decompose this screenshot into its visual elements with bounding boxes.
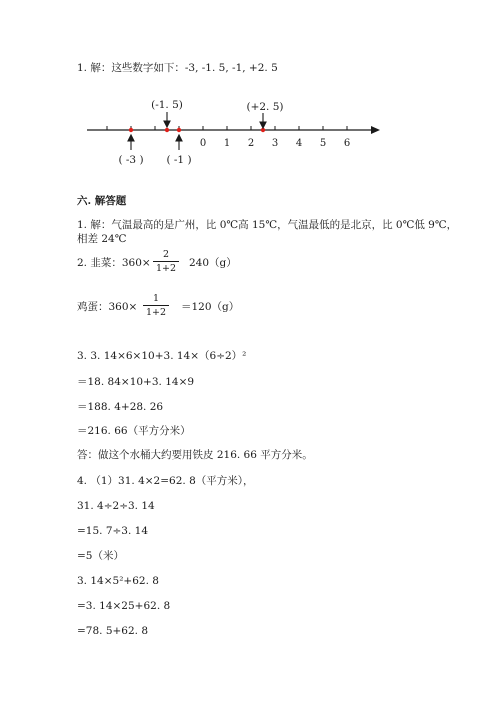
answer-2-result: 240（g）	[189, 257, 237, 269]
number-line-figure	[0, 0, 500, 180]
answer-1-line-1: 1. 解：气温最高的是广州，比 0℃高 15℃，气温最低的是北京，比 0℃低 9℃，	[77, 219, 458, 231]
fraction-1-over-3	[141, 293, 171, 318]
answer-4-line-6: =3. 14×25+62. 8	[77, 600, 171, 612]
answer-3-conclusion: 答：做这个水桶大约要用铁皮 216. 66 平方分米。	[77, 449, 313, 461]
answer-4-line-7: =78. 5+62. 8	[77, 625, 149, 637]
answer-4-line-4: =5（米）	[77, 550, 124, 562]
fraction-bar	[153, 261, 179, 262]
egg-label: 鸡蛋：360×	[77, 301, 138, 313]
tick-label-5: 5	[319, 138, 327, 149]
answer-1-line-2: 相差 24℃	[77, 233, 127, 245]
label-pos2-5: (+2. 5)	[246, 101, 284, 113]
label-neg1-5: (-1. 5)	[151, 99, 183, 111]
fraction-bar	[143, 305, 169, 306]
answer-3-line-2: ＝18. 84×10+3. 14×9	[77, 376, 195, 388]
tick-label-3: 3	[271, 138, 279, 149]
tick-label-1: 1	[223, 138, 231, 149]
axis-arrowhead	[371, 126, 380, 134]
point-neg1-5	[165, 128, 169, 132]
answer-3-line-4: ＝216. 66（平方分米）	[77, 425, 191, 437]
tick-label-0: 0	[199, 138, 207, 149]
label-neg3: ( -3 )	[118, 154, 144, 166]
answer-3-line-3: ＝188. 4+28. 26	[77, 401, 164, 413]
answer-3-line-1: 3. 3. 14×6×10+3. 14×（6÷2）²	[77, 350, 247, 362]
fraction-numerator: 1	[152, 293, 160, 304]
section-heading: 六. 解答题	[77, 195, 127, 207]
tick-label-2: 2	[247, 138, 255, 149]
point-neg1	[177, 128, 181, 132]
tick-label-6: 6	[343, 138, 351, 149]
fraction-denominator: 1+2	[155, 263, 177, 274]
point-neg3	[129, 128, 133, 132]
question-1-answer: 1. 解：这些数字如下：-3, -1. 5, -1, +2. 5	[77, 62, 278, 74]
label-neg1: ( -1 )	[166, 154, 192, 166]
tick-label-4: 4	[295, 138, 303, 149]
answer-4-line-5: 3. 14×5²+62. 8	[77, 575, 159, 587]
answer-4-line-2: 31. 4÷2÷3. 14	[77, 500, 155, 512]
egg-result: ＝120（g）	[181, 301, 240, 313]
fraction-denominator: 1+2	[145, 307, 167, 318]
fraction-2-over-3	[151, 249, 181, 274]
answer-4-line-3: =15. 7÷3. 14	[77, 525, 149, 537]
fraction-numerator: 2	[162, 249, 170, 260]
answer-4-line-1: 4. （1）31. 4×2=62. 8（平方米），	[77, 475, 254, 487]
answer-2-label: 2. 韭菜：360×	[77, 257, 151, 269]
